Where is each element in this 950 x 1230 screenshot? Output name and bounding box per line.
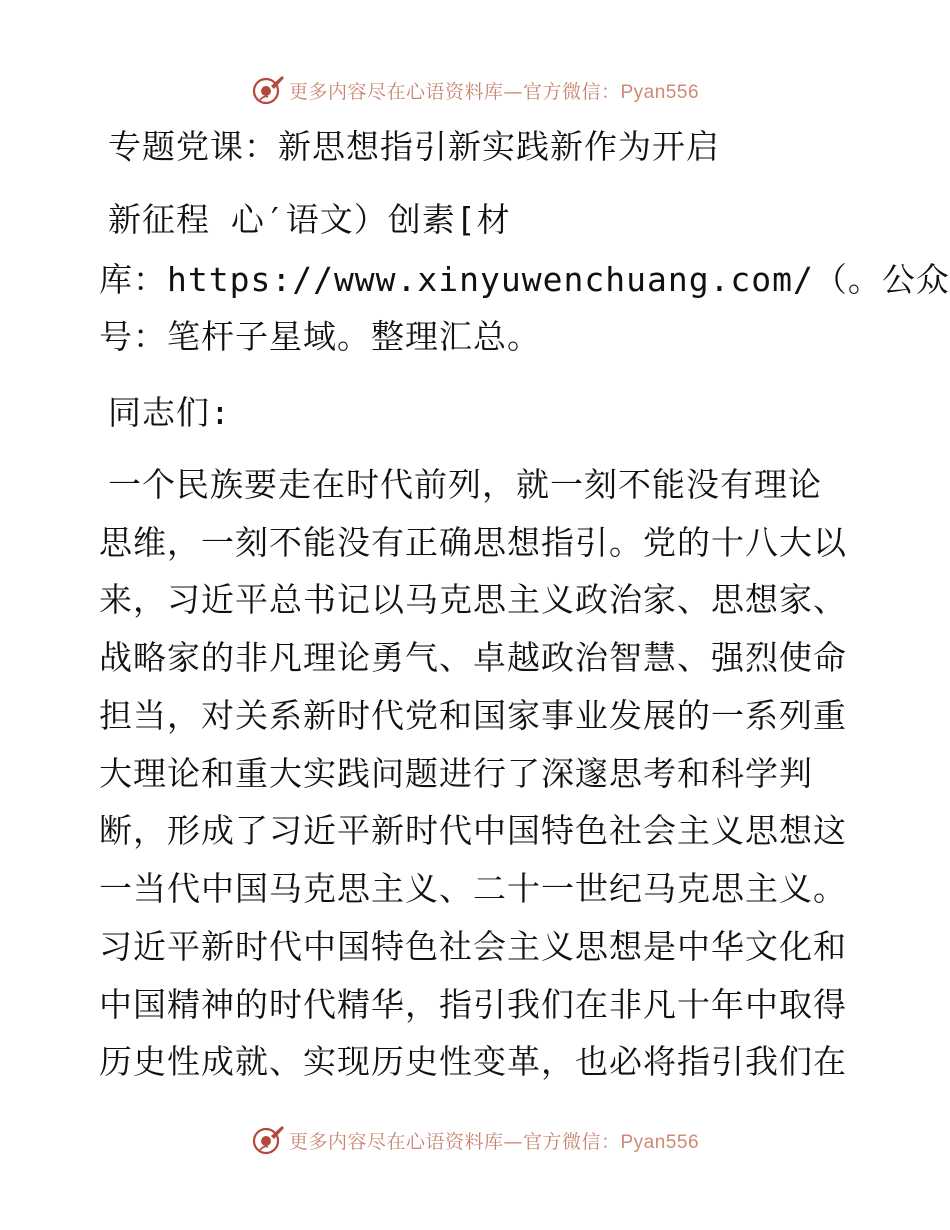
body-line: 思维，一刻不能没有正确思想指引。党的十八大以 (99, 523, 847, 562)
body-line: 担当，对关系新时代党和国家事业发展的一系列重 (99, 696, 847, 735)
watermark-text (289, 1127, 699, 1154)
watermark-wechat-id: Pyan556 (620, 1131, 700, 1153)
source-line-1: 库：https://www.xinyuwenchuang.com/（。公众 (99, 260, 950, 299)
source-line-2: 号：笔杆子星域。整理汇总。 (99, 317, 541, 356)
salutation: 同志们: (108, 393, 231, 432)
watermark-wechat-id: Pyan556 (620, 81, 700, 103)
document-title-line-1: 专题党课：新思想指引新实践新作为开启 (108, 127, 720, 166)
body-line: 来，习近平总书记以马克思主义政治家、思想家、 (99, 580, 847, 619)
brush-logo-icon (251, 1123, 285, 1157)
body-line: 历史性成就、实现历史性变革，也必将指引我们在 (99, 1042, 847, 1081)
document-title-line-2: 新征程 心′语文）创素[材 (108, 200, 511, 239)
body-line: 一个民族要走在时代前列，就一刻不能没有理论 (108, 465, 822, 504)
body-line: 战略家的非凡理论勇气、卓越政治智慧、强烈使命 (99, 638, 847, 677)
body-line: 断，形成了习近平新时代中国特色社会主义思想这 (99, 811, 847, 850)
watermark-slogan: 更多内容尽在心语资料库—官方微信： (288, 1130, 621, 1153)
body-line: 一当代中国马克思主义、二十一世纪马克思主义。 (99, 869, 847, 908)
body-line: 中国精神的时代精华，指引我们在非凡十年中取得 (99, 985, 847, 1024)
body-line: 大理论和重大实践问题进行了深邃思考和科学判 (99, 754, 813, 793)
watermark-slogan: 更多内容尽在心语资料库—官方微信： (288, 80, 621, 103)
body-line: 习近平新时代中国特色社会主义思想是中华文化和 (99, 927, 847, 966)
footer-watermark (0, 1120, 950, 1160)
